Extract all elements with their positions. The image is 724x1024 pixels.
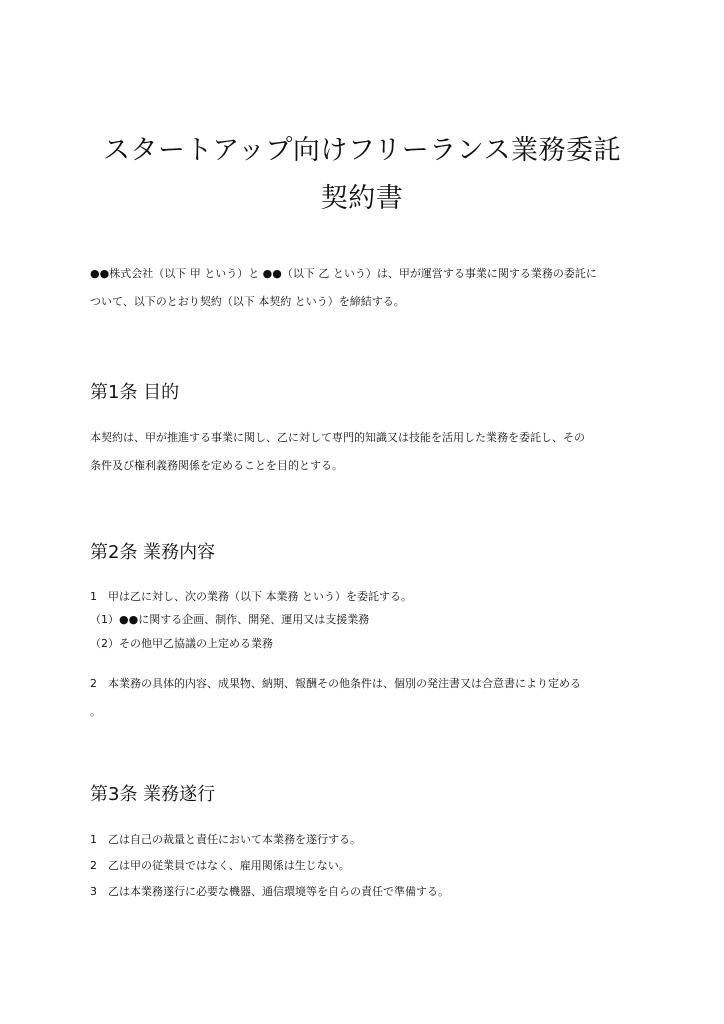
article-2-line-4: 2 本業務の具体的内容、成果物、納期、報酬その他条件は、個別の発注書又は合意書により定める [90, 677, 581, 690]
preamble-line-2: ついて、以下のとおり契約（以下 本契約 という）を締結する。 [90, 295, 405, 308]
article-3-heading: 第3条 業務遂行 [90, 784, 216, 805]
document-title-line1: スタートアップ向けフリーランス業務委託 [103, 135, 621, 166]
article-2-heading: 第2条 業務内容 [90, 542, 216, 563]
article-1-line-1: 本契約は、甲が推進する事業に関し、乙に対して専門的知識又は技能を活用した業務を委託し、その [90, 431, 585, 444]
document-title-line2: 契約書 [320, 183, 404, 214]
article-3-line-3: 3 乙は本業務遂行に必要な機器、通信環境等を自らの責任で準備する。 [90, 885, 449, 898]
article-2-line-2: （1）●●に関する企画、制作、開発、運用又は支援業務 [90, 613, 370, 626]
article-3-line-2: 2 乙は甲の従業員ではなく、雇用関係は生じない。 [90, 859, 350, 872]
preamble-line-1: ●●株式会社（以下 甲 という）と ●●（以下 乙 という）は、甲が運営する事業に関する業務の委託に [90, 267, 597, 280]
article-2-line-3: （2）その他甲乙協議の上定める業務 [90, 637, 273, 650]
article-1-line-2: 条件及び権利義務関係を定めることを目的とする。 [90, 459, 343, 472]
article-2-line-5: 。 [90, 705, 101, 718]
article-2-line-1: 1 甲は乙に対し、次の業務（以下 本業務 という）を委託する。 [90, 590, 412, 603]
article-1-heading: 第1条 目的 [90, 382, 180, 403]
article-3-line-1: 1 乙は自己の裁量と責任において本業務を遂行する。 [90, 833, 361, 846]
